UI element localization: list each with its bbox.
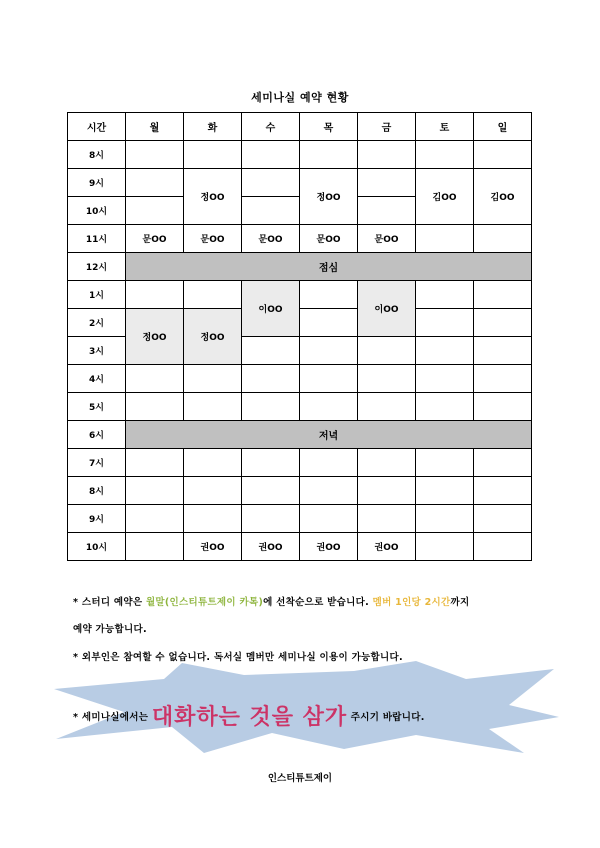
header-time: 시간 xyxy=(68,113,126,141)
empty-cell xyxy=(184,365,242,393)
empty-cell xyxy=(126,141,184,169)
time-cell: 3시 xyxy=(68,337,126,365)
note-text: 에 선착순으로 받습니다. xyxy=(263,597,373,608)
time-cell: 10시 xyxy=(68,197,126,225)
time-cell: 9시 xyxy=(68,505,126,533)
booking-cell: 정OO xyxy=(184,169,242,225)
empty-cell xyxy=(416,281,474,309)
empty-cell xyxy=(474,449,532,477)
booking-cell: 정OO xyxy=(184,309,242,365)
booking-cell: 김OO xyxy=(416,169,474,225)
empty-cell xyxy=(300,505,358,533)
reservation-table xyxy=(67,112,532,561)
empty-cell xyxy=(126,505,184,533)
booking-cell: 문OO xyxy=(184,225,242,253)
empty-cell xyxy=(300,477,358,505)
note-reservation xyxy=(73,594,469,608)
header-wed: 수 xyxy=(242,113,300,141)
dinner-band: 저녁 xyxy=(126,421,532,449)
header-sat: 토 xyxy=(416,113,474,141)
empty-cell xyxy=(300,281,358,309)
empty-cell xyxy=(126,365,184,393)
time-cell: 6시 xyxy=(68,421,126,449)
empty-cell xyxy=(358,365,416,393)
time-cell: 12시 xyxy=(68,253,126,281)
time-cell: 7시 xyxy=(68,449,126,477)
table-row xyxy=(68,449,532,477)
booking-cell: 이OO xyxy=(358,281,416,337)
empty-cell xyxy=(416,225,474,253)
header-mon: 월 xyxy=(126,113,184,141)
time-cell: 4시 xyxy=(68,365,126,393)
note-text: * 스터디 예약은 xyxy=(73,597,146,608)
time-cell: 1시 xyxy=(68,281,126,309)
empty-cell xyxy=(416,309,474,337)
table-row xyxy=(68,141,532,169)
empty-cell xyxy=(358,197,416,225)
empty-cell xyxy=(358,393,416,421)
note-reservation-line2: 예약 가능합니다. xyxy=(73,624,147,635)
table-row xyxy=(68,533,532,561)
booking-cell: 문OO xyxy=(300,225,358,253)
empty-cell xyxy=(300,449,358,477)
time-cell: 10시 xyxy=(68,533,126,561)
booking-cell: 문OO xyxy=(358,225,416,253)
empty-cell xyxy=(358,505,416,533)
empty-cell xyxy=(300,309,358,337)
note-outsiders: * 외부인은 참여할 수 없습니다. 독서실 멤버만 세미나실 이용이 가능합니다. xyxy=(73,652,403,663)
time-cell: 8시 xyxy=(68,141,126,169)
booking-cell: 권OO xyxy=(300,533,358,561)
empty-cell xyxy=(416,505,474,533)
booking-cell: 권OO xyxy=(242,533,300,561)
empty-cell xyxy=(358,337,416,365)
empty-cell xyxy=(358,141,416,169)
note-text: * 세미나실에서는 xyxy=(73,712,152,723)
header-thu: 목 xyxy=(300,113,358,141)
table-row xyxy=(68,169,532,197)
empty-cell xyxy=(358,449,416,477)
empty-cell xyxy=(126,533,184,561)
empty-cell xyxy=(126,449,184,477)
empty-cell xyxy=(184,449,242,477)
empty-cell xyxy=(126,477,184,505)
time-cell: 11시 xyxy=(68,225,126,253)
table-row xyxy=(68,253,532,281)
note-text: 까지 xyxy=(450,597,470,608)
empty-cell xyxy=(300,393,358,421)
header-fri: 금 xyxy=(358,113,416,141)
empty-cell xyxy=(242,197,300,225)
empty-cell xyxy=(416,365,474,393)
time-cell: 2시 xyxy=(68,309,126,337)
note-text: 주시기 바랍니다. xyxy=(347,712,425,723)
empty-cell xyxy=(416,533,474,561)
empty-cell xyxy=(126,393,184,421)
header-tue: 화 xyxy=(184,113,242,141)
table-row xyxy=(68,421,532,449)
page-title: 세미나실 예약 현황 xyxy=(251,91,349,104)
empty-cell xyxy=(184,141,242,169)
empty-cell xyxy=(474,365,532,393)
note-highlight-gold: 멤버 1인당 2시간 xyxy=(372,597,451,608)
table-row xyxy=(68,365,532,393)
empty-cell xyxy=(242,449,300,477)
empty-cell xyxy=(358,169,416,197)
empty-cell xyxy=(416,393,474,421)
booking-cell: 문OO xyxy=(126,225,184,253)
empty-cell xyxy=(474,309,532,337)
empty-cell xyxy=(358,477,416,505)
table-row xyxy=(68,225,532,253)
empty-cell xyxy=(416,477,474,505)
note-highlight-green: 월말(인스티튜트제이 카톡) xyxy=(145,597,264,608)
booking-cell: 정OO xyxy=(300,169,358,225)
table-row xyxy=(68,309,532,337)
empty-cell xyxy=(242,365,300,393)
table-row xyxy=(68,505,532,533)
time-cell: 9시 xyxy=(68,169,126,197)
booking-cell: 김OO xyxy=(474,169,532,225)
table-row xyxy=(68,281,532,309)
empty-cell xyxy=(242,477,300,505)
header-sun: 일 xyxy=(474,113,532,141)
empty-cell xyxy=(474,393,532,421)
empty-cell xyxy=(474,281,532,309)
empty-cell xyxy=(474,337,532,365)
empty-cell xyxy=(416,449,474,477)
header-row xyxy=(68,113,532,141)
empty-cell xyxy=(300,141,358,169)
empty-cell xyxy=(126,281,184,309)
booking-cell: 권OO xyxy=(184,533,242,561)
empty-cell xyxy=(242,393,300,421)
booking-cell: 이OO xyxy=(242,281,300,337)
empty-cell xyxy=(474,477,532,505)
empty-cell xyxy=(242,337,300,365)
booking-cell: 정OO xyxy=(126,309,184,365)
empty-cell xyxy=(184,505,242,533)
time-cell: 5시 xyxy=(68,393,126,421)
empty-cell xyxy=(474,141,532,169)
note-quiet xyxy=(73,696,425,730)
empty-cell xyxy=(184,393,242,421)
booking-cell: 권OO xyxy=(358,533,416,561)
footer-brand: 인스티튜트제이 xyxy=(267,773,333,784)
empty-cell xyxy=(126,197,184,225)
empty-cell xyxy=(126,169,184,197)
empty-cell xyxy=(300,365,358,393)
empty-cell xyxy=(416,141,474,169)
empty-cell xyxy=(184,477,242,505)
empty-cell xyxy=(416,337,474,365)
lunch-band: 점심 xyxy=(126,253,532,281)
empty-cell xyxy=(474,225,532,253)
empty-cell xyxy=(184,281,242,309)
empty-cell xyxy=(242,169,300,197)
warning-text: 대화하는 것을 삼가 xyxy=(151,705,348,730)
time-cell: 8시 xyxy=(68,477,126,505)
booking-cell: 문OO xyxy=(242,225,300,253)
empty-cell xyxy=(474,505,532,533)
empty-cell xyxy=(300,337,358,365)
empty-cell xyxy=(242,505,300,533)
table-row xyxy=(68,477,532,505)
empty-cell xyxy=(474,533,532,561)
empty-cell xyxy=(242,141,300,169)
table-row xyxy=(68,393,532,421)
